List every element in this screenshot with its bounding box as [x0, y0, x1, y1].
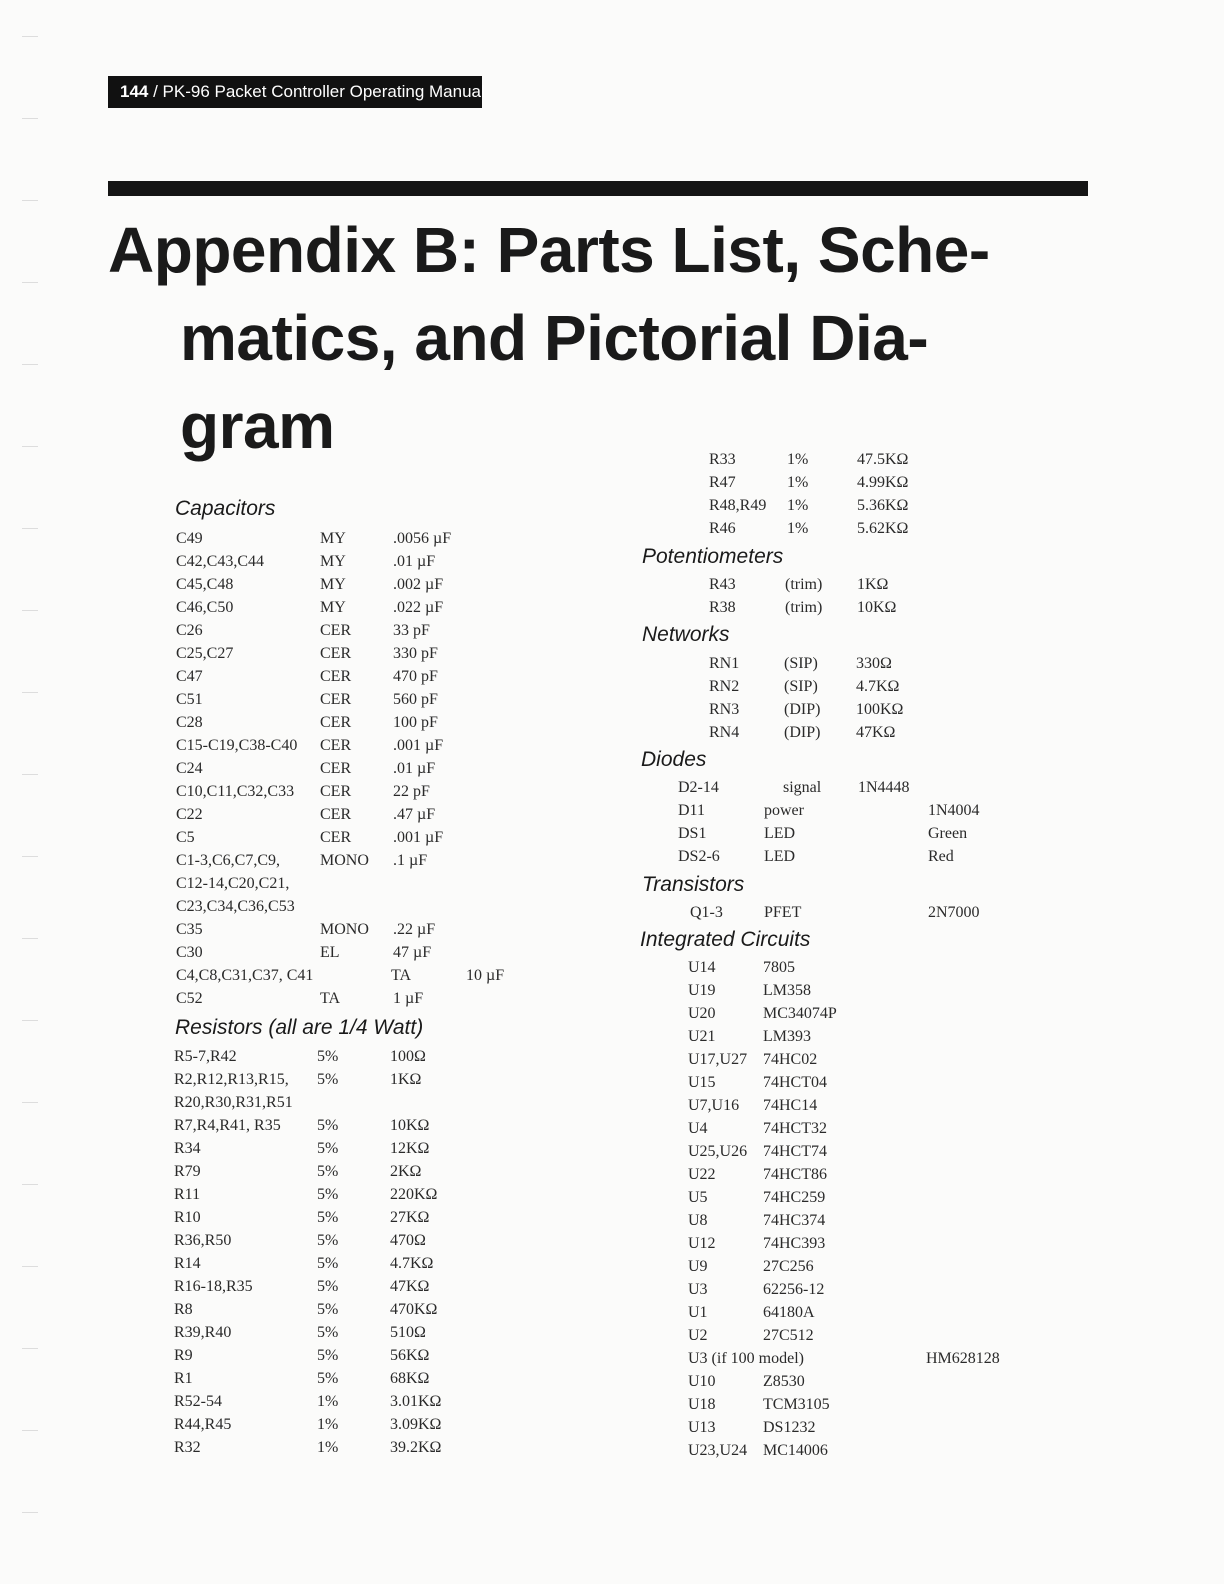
ic-row-part: U3 (if 100 model) — [688, 1350, 804, 1367]
ic-row-type: 74HCT32 — [763, 1120, 827, 1137]
section-heading-resistors: Resistors (all are 1/4 Watt) — [175, 1016, 424, 1039]
capacitor-row-type: EL — [320, 944, 340, 961]
ic-row-type: 64180A — [763, 1304, 815, 1321]
diode-row-part: DS2-6 — [678, 848, 720, 865]
ic-row-part: U21 — [688, 1028, 716, 1045]
network-row-part: RN4 — [709, 724, 740, 741]
ic-row-part: U17,U27 — [688, 1051, 748, 1068]
capacitor-row-value: 22 pF — [393, 783, 430, 800]
resistor-row-value: 3.09KΩ — [390, 1416, 442, 1433]
capacitor-row-part: C12-14,C20,C21, — [176, 875, 290, 892]
resistor-row-part: R5-7,R42 — [174, 1048, 237, 1065]
resistor-row-value: 100Ω — [390, 1048, 426, 1065]
resistor-row-type: 5% — [317, 1232, 339, 1249]
section-heading-diodes: Diodes — [641, 748, 707, 771]
resistor-row-value: 5.62KΩ — [857, 520, 909, 537]
capacitor-row-part: C15-C19,C38-C40 — [176, 737, 298, 754]
resistor-row-part: R34 — [174, 1140, 201, 1157]
capacitor-row-part: C35 — [176, 921, 203, 938]
network-row-value: 330Ω — [856, 655, 892, 672]
capacitor-row-part: C1-3,C6,C7,C9, — [176, 852, 281, 869]
resistor-row-type: 5% — [317, 1370, 339, 1387]
capacitor-row-type: TA — [320, 990, 341, 1007]
resistor-row-value: 39.2KΩ — [390, 1439, 442, 1456]
ic-row-part: U10 — [688, 1373, 716, 1390]
ic-row-type: 74HC14 — [763, 1097, 818, 1114]
resistor-row-value: 510Ω — [390, 1324, 426, 1341]
capacitor-row-value: .01 µF — [393, 553, 436, 570]
network-row-part: RN1 — [709, 655, 740, 672]
running-header — [108, 76, 485, 108]
resistor-row-part: R1 — [174, 1370, 193, 1387]
capacitor-row-part: C45,C48 — [176, 576, 234, 593]
resistor-row-part: R39,R40 — [174, 1324, 232, 1341]
resistor-row-type: 5% — [317, 1301, 339, 1318]
resistor-row-type: 5% — [317, 1209, 339, 1226]
capacitor-row-type: MY — [320, 553, 346, 570]
capacitor-row-type: CER — [320, 691, 352, 708]
page-title — [108, 206, 1068, 470]
resistor-row-part: R48,R49 — [709, 497, 767, 514]
resistor-row-type: 5% — [317, 1071, 339, 1088]
ic-row-part: U9 — [688, 1258, 708, 1275]
capacitor-row-type: CER — [320, 806, 352, 823]
capacitor-row-type: MONO — [320, 921, 369, 938]
capacitor-row-part: C52 — [176, 990, 203, 1007]
resistor-row-part: R20,R30,R31,R51 — [174, 1094, 293, 1111]
capacitor-row-part: C22 — [176, 806, 203, 823]
capacitor-row-type: MY — [320, 576, 346, 593]
resistor-row-type: 5% — [317, 1324, 339, 1341]
capacitor-row-type: CER — [320, 714, 352, 731]
resistor-row-part: R9 — [174, 1347, 193, 1364]
section-heading-integrated-circuits: Integrated Circuits — [640, 928, 811, 951]
diode-row-type: power — [764, 802, 804, 819]
ic-row-type: 74HCT86 — [763, 1166, 827, 1183]
resistor-row-type: 1% — [317, 1393, 339, 1410]
network-row-type: (SIP) — [784, 678, 818, 695]
ic-row-value: HM628128 — [926, 1350, 1000, 1367]
capacitor-row-type: CER — [320, 783, 352, 800]
potentiometer-row-part: R43 — [709, 576, 736, 593]
capacitor-row-part: C10,C11,C32,C33 — [176, 783, 295, 800]
ic-row-type: MC14006 — [763, 1442, 828, 1459]
capacitor-row-value: 330 pF — [393, 645, 438, 662]
network-row-type: (SIP) — [784, 655, 818, 672]
capacitor-row-value: .022 µF — [393, 599, 444, 616]
transistor-row-type: PFET — [764, 904, 802, 921]
ic-row-type: 74HC393 — [763, 1235, 826, 1252]
section-heading-networks: Networks — [642, 623, 730, 646]
diode-row-type: signal — [783, 779, 822, 796]
diode-row-type: LED — [764, 848, 796, 865]
network-row-value: 47KΩ — [856, 724, 896, 741]
resistor-row-part: R46 — [709, 520, 736, 537]
resistor-row-value: 5.36KΩ — [857, 497, 909, 514]
ic-row-part: U3 — [688, 1281, 708, 1298]
resistor-row-value: 12KΩ — [390, 1140, 430, 1157]
network-row-part: RN2 — [709, 678, 740, 695]
ic-row-type: 27C256 — [763, 1258, 814, 1275]
section-heading-potentiometers: Potentiometers — [642, 545, 784, 568]
ic-row-part: U23,U24 — [688, 1442, 748, 1459]
ic-row-type: 27C512 — [763, 1327, 814, 1344]
network-row-value: 4.7KΩ — [856, 678, 900, 695]
ic-row-type: 74HCT04 — [763, 1074, 827, 1091]
capacitor-row-value: 100 pF — [393, 714, 438, 731]
capacitor-row-value: .001 µF — [393, 829, 444, 846]
resistor-row-value: 56KΩ — [390, 1347, 430, 1364]
capacitor-row-part: C30 — [176, 944, 203, 961]
capacitor-row-type: CER — [320, 760, 352, 777]
ic-row-part: U18 — [688, 1396, 716, 1413]
resistor-row-type: 5% — [317, 1186, 339, 1203]
ic-row-part: U4 — [688, 1120, 708, 1137]
capacitor-row-type: CER — [320, 829, 352, 846]
title-line-1: Appendix B: Parts List, Sche- — [108, 214, 990, 286]
ic-row-part: U20 — [688, 1005, 716, 1022]
network-row-type: (DIP) — [784, 724, 821, 741]
title-line-3: gram — [180, 390, 335, 462]
resistor-row-value: 4.7KΩ — [390, 1255, 434, 1272]
resistor-row-part: R8 — [174, 1301, 193, 1318]
resistor-row-part: R32 — [174, 1439, 201, 1456]
capacitor-row-value: 10 µF — [466, 967, 505, 984]
resistor-row-type: 5% — [317, 1140, 339, 1157]
resistor-row-part: R44,R45 — [174, 1416, 232, 1433]
ic-row-type: 74HC02 — [763, 1051, 818, 1068]
potentiometer-row-value: 1KΩ — [857, 576, 889, 593]
resistor-row-type: 5% — [317, 1048, 339, 1065]
resistor-row-part: R10 — [174, 1209, 201, 1226]
resistor-row-type: 5% — [317, 1255, 339, 1272]
capacitor-row-part: C4,C8,C31,C37, C41 — [176, 967, 314, 984]
resistor-row-type: 5% — [317, 1163, 339, 1180]
diode-row-value: Red — [928, 848, 954, 865]
resistor-row-part: R47 — [709, 474, 736, 491]
resistor-row-value: 47KΩ — [390, 1278, 430, 1295]
page-edge-marks — [0, 0, 40, 1584]
ic-row-part: U1 — [688, 1304, 708, 1321]
ic-row-part: U5 — [688, 1189, 708, 1206]
potentiometer-row-type: (trim) — [785, 599, 823, 616]
capacitor-row-type: CER — [320, 622, 352, 639]
ic-row-part: U13 — [688, 1419, 716, 1436]
capacitor-row-value: 47 µF — [393, 944, 432, 961]
capacitor-row-part: C51 — [176, 691, 203, 708]
ic-row-type: 62256-12 — [763, 1281, 825, 1298]
resistor-row-part: R2,R12,R13,R15, — [174, 1071, 289, 1088]
ic-row-type: LM393 — [763, 1028, 811, 1045]
ic-row-type: 7805 — [763, 959, 795, 976]
ic-row-type: MC34074P — [763, 1005, 837, 1022]
manual-title: / PK-96 Packet Controller Operating Manual — [148, 82, 485, 101]
ic-row-type: DS1232 — [763, 1419, 816, 1436]
ic-row-part: U7,U16 — [688, 1097, 740, 1114]
capacitor-row-value: .22 µF — [393, 921, 436, 938]
capacitor-row-part: C46,C50 — [176, 599, 234, 616]
capacitor-row-type: CER — [320, 737, 352, 754]
transistor-row-value: 2N7000 — [928, 904, 980, 921]
resistor-row-part: R36,R50 — [174, 1232, 232, 1249]
resistor-row-type: 5% — [317, 1278, 339, 1295]
capacitor-row-part: C24 — [176, 760, 203, 777]
diode-row-part: D11 — [678, 802, 705, 819]
ic-row-part: U15 — [688, 1074, 716, 1091]
capacitor-row-value: 560 pF — [393, 691, 438, 708]
resistor-row-value: 3.01KΩ — [390, 1393, 442, 1410]
resistor-row-value: 470Ω — [390, 1232, 426, 1249]
capacitor-row-type: MY — [320, 530, 346, 547]
section-heading-transistors: Transistors — [642, 873, 745, 896]
resistor-row-type: 1% — [787, 474, 809, 491]
ic-row-type: Z8530 — [763, 1373, 805, 1390]
resistor-row-value: 470KΩ — [390, 1301, 438, 1318]
capacitor-row-part: C47 — [176, 668, 203, 685]
potentiometer-row-type: (trim) — [785, 576, 823, 593]
network-row-type: (DIP) — [784, 701, 821, 718]
capacitor-row-value: .47 µF — [393, 806, 436, 823]
capacitor-row-type: CER — [320, 645, 352, 662]
ic-row-type: 74HC374 — [763, 1212, 826, 1229]
resistor-row-part: R33 — [709, 451, 736, 468]
resistor-row-type: 1% — [787, 497, 809, 514]
ic-row-type: 74HCT74 — [763, 1143, 827, 1160]
resistor-row-type: 1% — [787, 520, 809, 537]
diode-row-part: DS1 — [678, 825, 707, 842]
chapter-rule — [108, 181, 1088, 196]
capacitor-row-value: .001 µF — [393, 737, 444, 754]
resistor-row-type: 1% — [787, 451, 809, 468]
capacitor-row-value: .002 µF — [393, 576, 444, 593]
diode-row-type: LED — [764, 825, 796, 842]
diode-row-value: 1N4448 — [858, 779, 910, 796]
capacitor-row-value: 470 pF — [393, 668, 438, 685]
resistor-row-type: 5% — [317, 1117, 339, 1134]
ic-row-part: U2 — [688, 1327, 708, 1344]
resistor-row-value: 4.99KΩ — [857, 474, 909, 491]
capacitor-row-value: .0056 µF — [393, 530, 452, 547]
capacitor-row-part: C5 — [176, 829, 195, 846]
network-row-part: RN3 — [709, 701, 740, 718]
resistor-row-value: 68KΩ — [390, 1370, 430, 1387]
resistor-row-part: R79 — [174, 1163, 201, 1180]
resistor-row-value: 47.5KΩ — [857, 451, 909, 468]
capacitor-row-part: C25,C27 — [176, 645, 234, 662]
ic-row-part: U22 — [688, 1166, 716, 1183]
capacitor-row-value: 1 µF — [393, 990, 424, 1007]
ic-row-part: U12 — [688, 1235, 716, 1252]
resistor-row-value: 2KΩ — [390, 1163, 422, 1180]
diode-row-value: Green — [928, 825, 968, 842]
diode-row-value: 1N4004 — [928, 802, 980, 819]
page-number: 144 — [120, 82, 149, 101]
resistor-row-value: 27KΩ — [390, 1209, 430, 1226]
capacitor-row-type: MONO — [320, 852, 369, 869]
ic-row-type: TCM3105 — [763, 1396, 830, 1413]
capacitor-row-part: C42,C43,C44 — [176, 553, 265, 570]
ic-row-type: 74HC259 — [763, 1189, 826, 1206]
resistor-row-part: R16-18,R35 — [174, 1278, 253, 1295]
resistor-row-part: R11 — [174, 1186, 201, 1203]
network-row-value: 100KΩ — [856, 701, 904, 718]
resistor-row-part: R7,R4,R41, R35 — [174, 1117, 281, 1134]
ic-row-type: LM358 — [763, 982, 811, 999]
section-heading-capacitors: Capacitors — [175, 497, 276, 520]
resistor-row-part: R52-54 — [174, 1393, 222, 1410]
ic-row-part: U8 — [688, 1212, 708, 1229]
capacitor-row-value: .1 µF — [393, 852, 428, 869]
capacitor-row-part: C23,C34,C36,C53 — [176, 898, 295, 915]
diode-row-part: D2-14 — [678, 779, 719, 796]
ic-row-part: U14 — [688, 959, 716, 976]
resistor-row-type: 1% — [317, 1416, 339, 1433]
ic-row-part: U19 — [688, 982, 716, 999]
capacitor-row-part: C28 — [176, 714, 203, 731]
transistor-row-part: Q1-3 — [690, 904, 723, 921]
capacitor-row-part: C49 — [176, 530, 203, 547]
capacitor-row-value: 33 pF — [393, 622, 430, 639]
capacitor-row-type: MY — [320, 599, 346, 616]
resistor-row-value: 1KΩ — [390, 1071, 422, 1088]
resistor-row-type: 5% — [317, 1347, 339, 1364]
resistor-row-type: 1% — [317, 1439, 339, 1456]
potentiometer-row-part: R38 — [709, 599, 736, 616]
capacitor-row-type: CER — [320, 668, 352, 685]
potentiometer-row-value: 10KΩ — [857, 599, 897, 616]
resistor-row-value: 10KΩ — [390, 1117, 430, 1134]
capacitor-row-value: .01 µF — [393, 760, 436, 777]
title-line-2: matics, and Pictorial Dia- — [180, 302, 929, 374]
resistor-row-part: R14 — [174, 1255, 201, 1272]
resistor-row-value: 220KΩ — [390, 1186, 438, 1203]
capacitor-row-part: C26 — [176, 622, 203, 639]
capacitor-row-type: TA — [391, 967, 412, 984]
ic-row-part: U25,U26 — [688, 1143, 748, 1160]
